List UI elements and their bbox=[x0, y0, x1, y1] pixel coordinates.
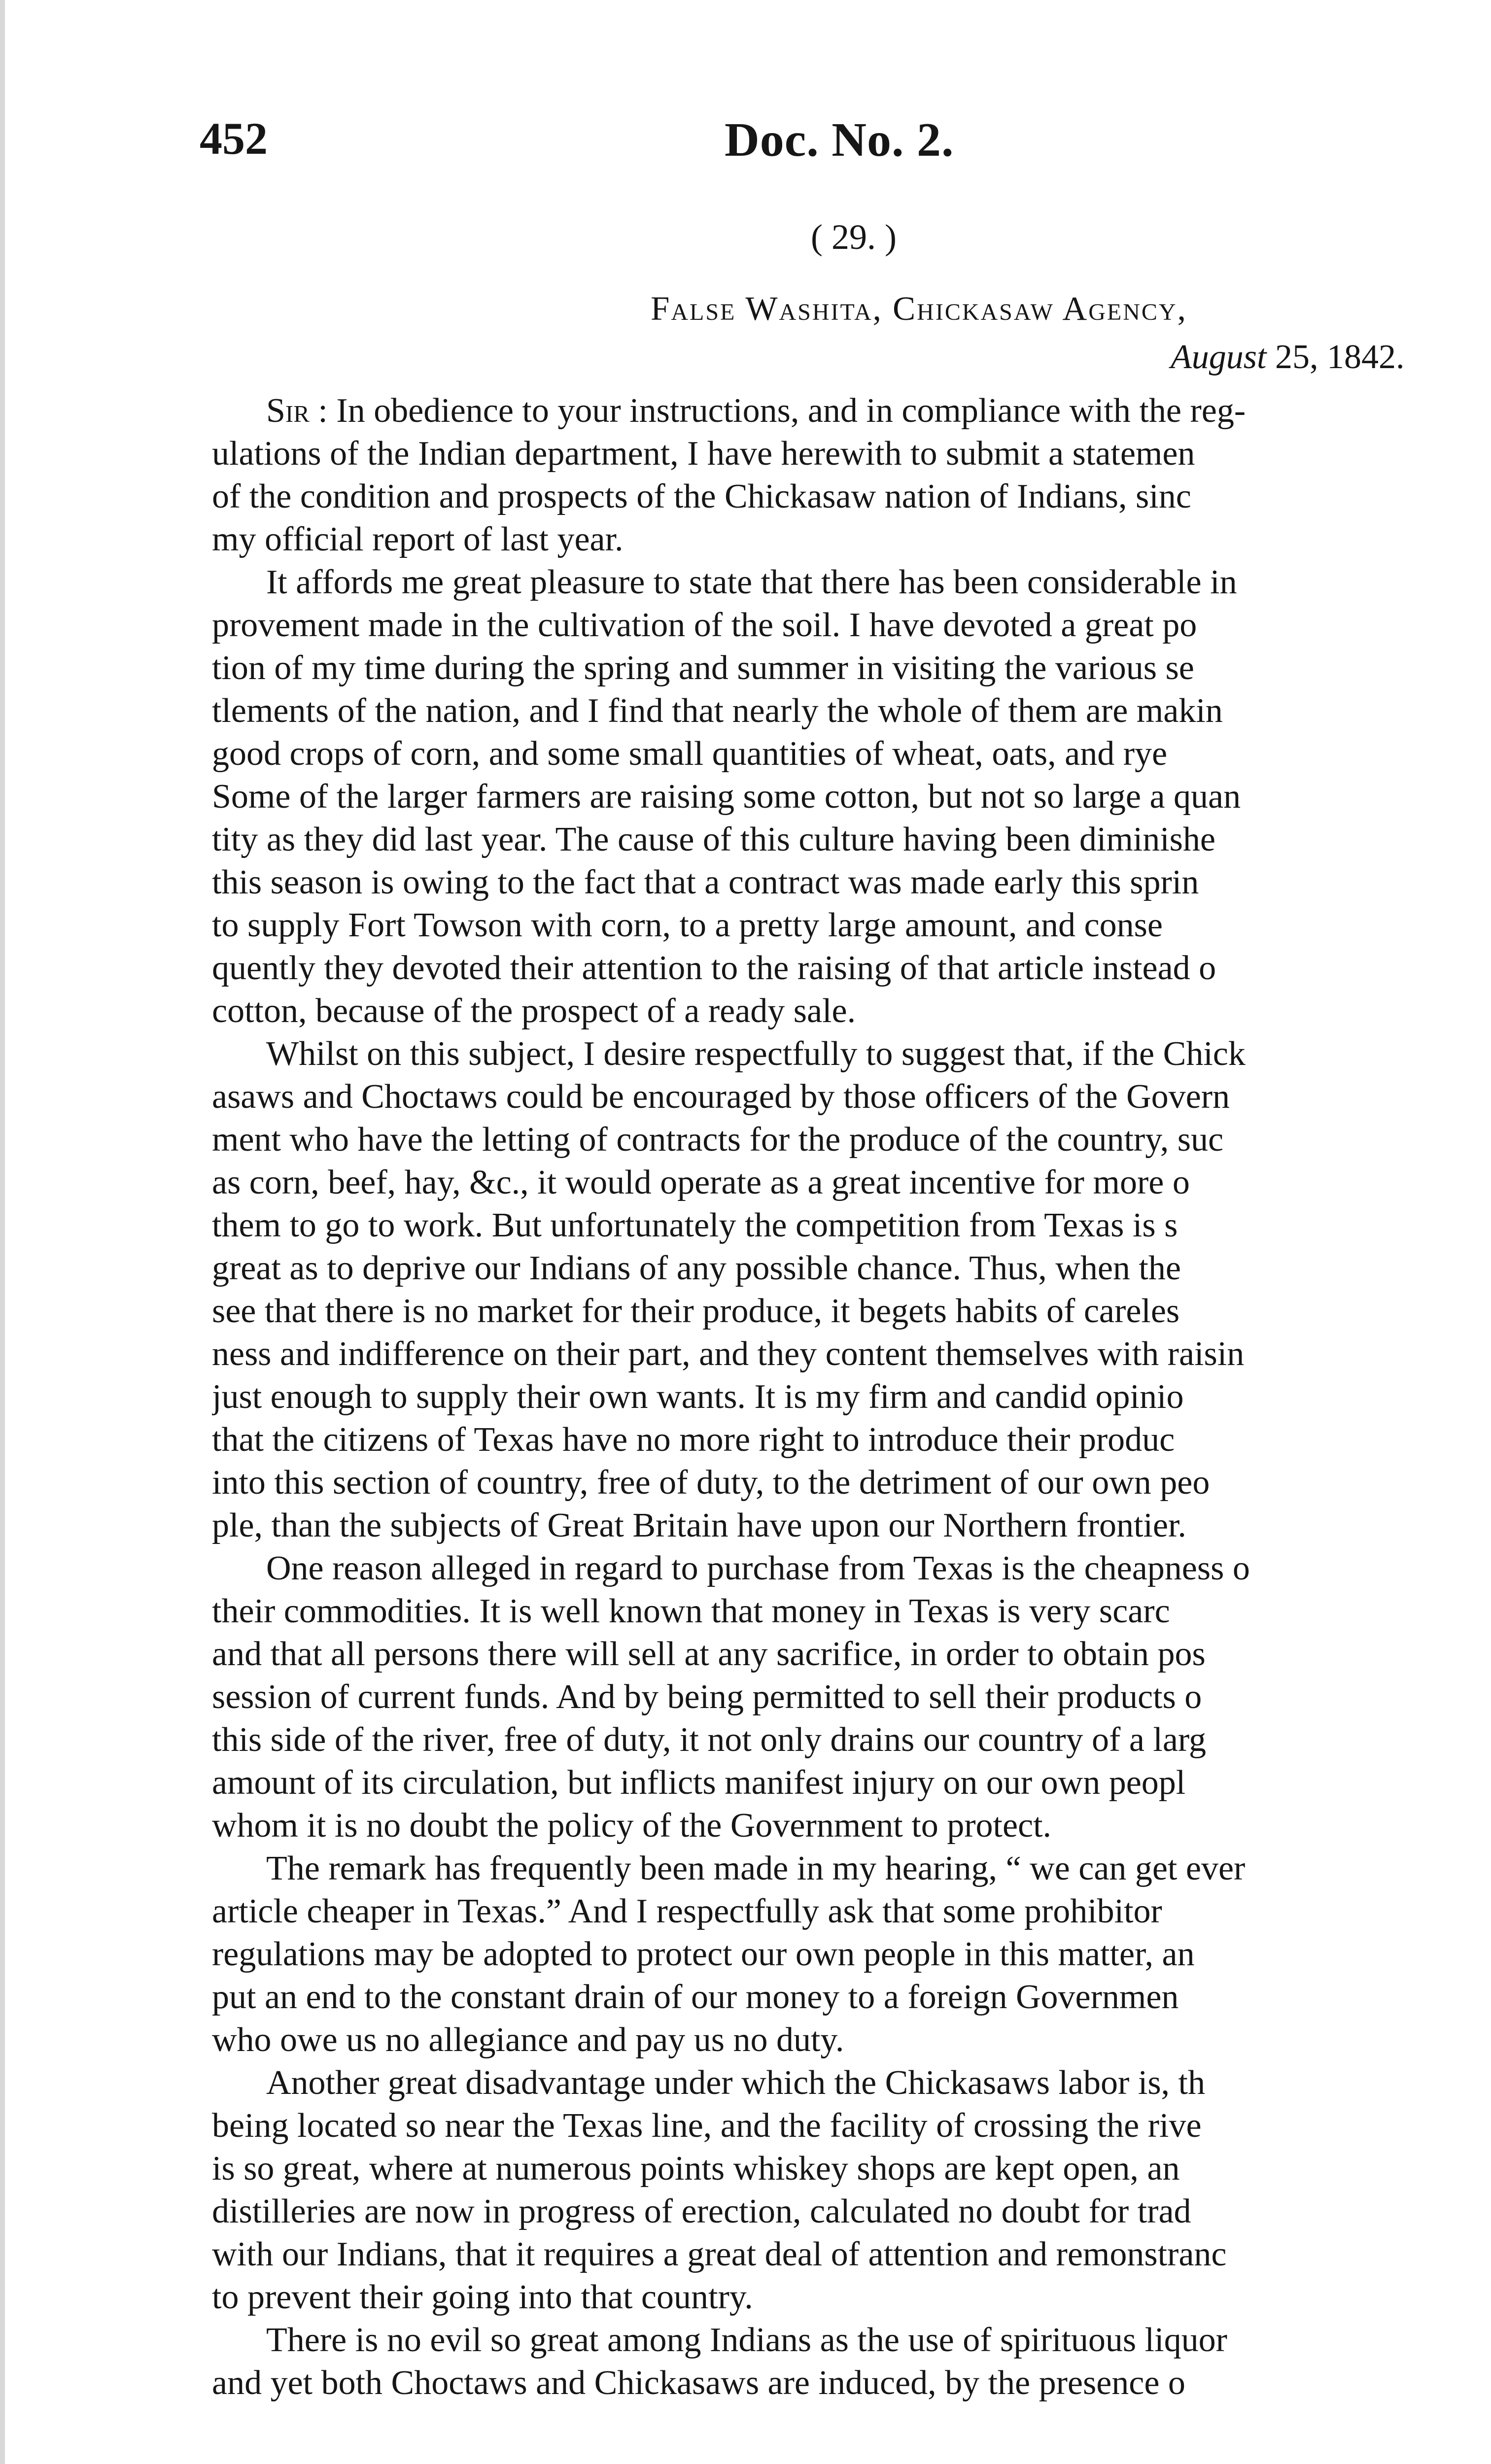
text-line: is so great, where at numerous points whiskey shops are kept open, an bbox=[212, 2150, 1180, 2188]
text-line: tity as they did last year. The cause of this culture having been diminishe bbox=[212, 821, 1215, 858]
salutation: Sir : bbox=[266, 392, 328, 430]
text-line: whom it is no doubt the policy of the Government to protect. bbox=[212, 1807, 1052, 1845]
text-line: Some of the larger farmers are raising some cotton, but not so large a quan bbox=[212, 778, 1241, 816]
text-line: Sir : In obedience to your instructions, and in compliance with the reg- bbox=[266, 392, 1246, 430]
text-line: ulations of the Indian department, I have herewith to submit a statemen bbox=[212, 435, 1195, 473]
text-line: being located so near the Texas line, and the facility of crossing the rive bbox=[212, 2107, 1202, 2145]
text-line: ness and indifference on their part, and they content themselves with raisin bbox=[212, 1335, 1245, 1373]
text-line: There is no evil so great among Indians as the use of spirituous liquor bbox=[266, 2321, 1227, 2359]
page-number: 452 bbox=[200, 113, 268, 164]
text-line: into this section of country, free of duty, to the detriment of our own peo bbox=[212, 1464, 1210, 1502]
text-line: cotton, because of the prospect of a ready sale. bbox=[212, 992, 856, 1030]
text-line: and yet both Choctaws and Chickasaws are induced, by the presence o bbox=[212, 2364, 1185, 2402]
text-line: Whilst on this subject, I desire respectfully to suggest that, if the Chick bbox=[266, 1035, 1246, 1073]
text-line: ple, than the subjects of Great Britain have upon our Northern frontier. bbox=[212, 1506, 1186, 1544]
letter-date bbox=[1171, 340, 1404, 375]
document-header: Doc. No. 2. bbox=[725, 113, 954, 167]
text-line: asaws and Choctaws could be encouraged by those officers of the Govern bbox=[212, 1078, 1230, 1116]
text-line: and that all persons there will sell at any sacrifice, in order to obtain pos bbox=[212, 1635, 1206, 1673]
text-line: my official report of last year. bbox=[212, 520, 624, 558]
letter-body bbox=[212, 389, 1491, 2404]
text-line: of the condition and prospects of the Chickasaw nation of Indians, sinc bbox=[212, 478, 1191, 515]
text-line: this side of the river, free of duty, it not only drains our country of a larg bbox=[212, 1721, 1206, 1759]
text-line: It affords me great pleasure to state that there has been considerable in bbox=[266, 563, 1237, 601]
text-line: Another great disadvantage under which the Chickasaws labor is, th bbox=[266, 2064, 1206, 2102]
letter-number: ( 29. ) bbox=[811, 217, 897, 257]
letter-date-month: August bbox=[1171, 338, 1267, 376]
text-line: One reason alleged in regard to purchase from Texas is the cheapness o bbox=[266, 1549, 1250, 1587]
text-line: them to go to work. But unfortunately the competition from Texas is s bbox=[212, 1206, 1178, 1244]
text-line: just enough to supply their own wants. It is my firm and candid opinio bbox=[212, 1378, 1184, 1416]
text-line: who owe us no allegiance and pay us no duty. bbox=[212, 2021, 844, 2059]
text-line: put an end to the constant drain of our money to a foreign Governmen bbox=[212, 1978, 1179, 2016]
text-line: their commodities. It is well known that money in Texas is very scarc bbox=[212, 1592, 1170, 1630]
text-line: distilleries are now in progress of erection, calculated no doubt for trad bbox=[212, 2192, 1191, 2230]
text-line: session of current funds. And by being permitted to sell their products o bbox=[212, 1678, 1202, 1716]
letter-date-rest: 25, 1842. bbox=[1266, 338, 1405, 376]
text-line: regulations may be adopted to protect our own people in this matter, an bbox=[212, 1935, 1195, 1973]
text-line: tion of my time during the spring and summer in visiting the various se bbox=[212, 649, 1194, 687]
text-line: provement made in the cultivation of the soil. I have devoted a great po bbox=[212, 606, 1197, 644]
letter-place: False Washita, Chickasaw Agency, bbox=[651, 290, 1187, 327]
text-line: to supply Fort Towson with corn, to a pretty large amount, and conse bbox=[212, 906, 1163, 944]
text-line: tlements of the nation, and I find that nearly the whole of them are makin bbox=[212, 692, 1223, 730]
text-line: The remark has frequently been made in my hearing, “ we can get ever bbox=[266, 1849, 1246, 1887]
text-line: with our Indians, that it requires a great deal of attention and remonstranc bbox=[212, 2235, 1227, 2273]
text-line: article cheaper in Texas.” And I respectfully ask that some prohibitor bbox=[212, 1892, 1162, 1930]
text-line: ment who have the letting of contracts for the produce of the country, suc bbox=[212, 1121, 1224, 1159]
text-line: good crops of corn, and some small quantities of wheat, oats, and rye bbox=[212, 735, 1168, 773]
text-line: that the citizens of Texas have no more right to introduce their produc bbox=[212, 1421, 1175, 1459]
text-line: great as to deprive our Indians of any possible chance. Thus, when the bbox=[212, 1249, 1181, 1287]
text-line: amount of its circulation, but inflicts manifest injury on our own peopl bbox=[212, 1764, 1186, 1802]
text-line: quently they devoted their attention to the raising of that article instead o bbox=[212, 949, 1216, 987]
text-line: to prevent their going into that country. bbox=[212, 2278, 753, 2316]
text-line: as corn, beef, hay, &c., it would operate as a great incentive for more o bbox=[212, 1164, 1190, 1201]
text-line: this season is owing to the fact that a contract was made early this sprin bbox=[212, 863, 1199, 901]
text-line: see that there is no market for their produce, it begets habits of careles bbox=[212, 1292, 1180, 1330]
